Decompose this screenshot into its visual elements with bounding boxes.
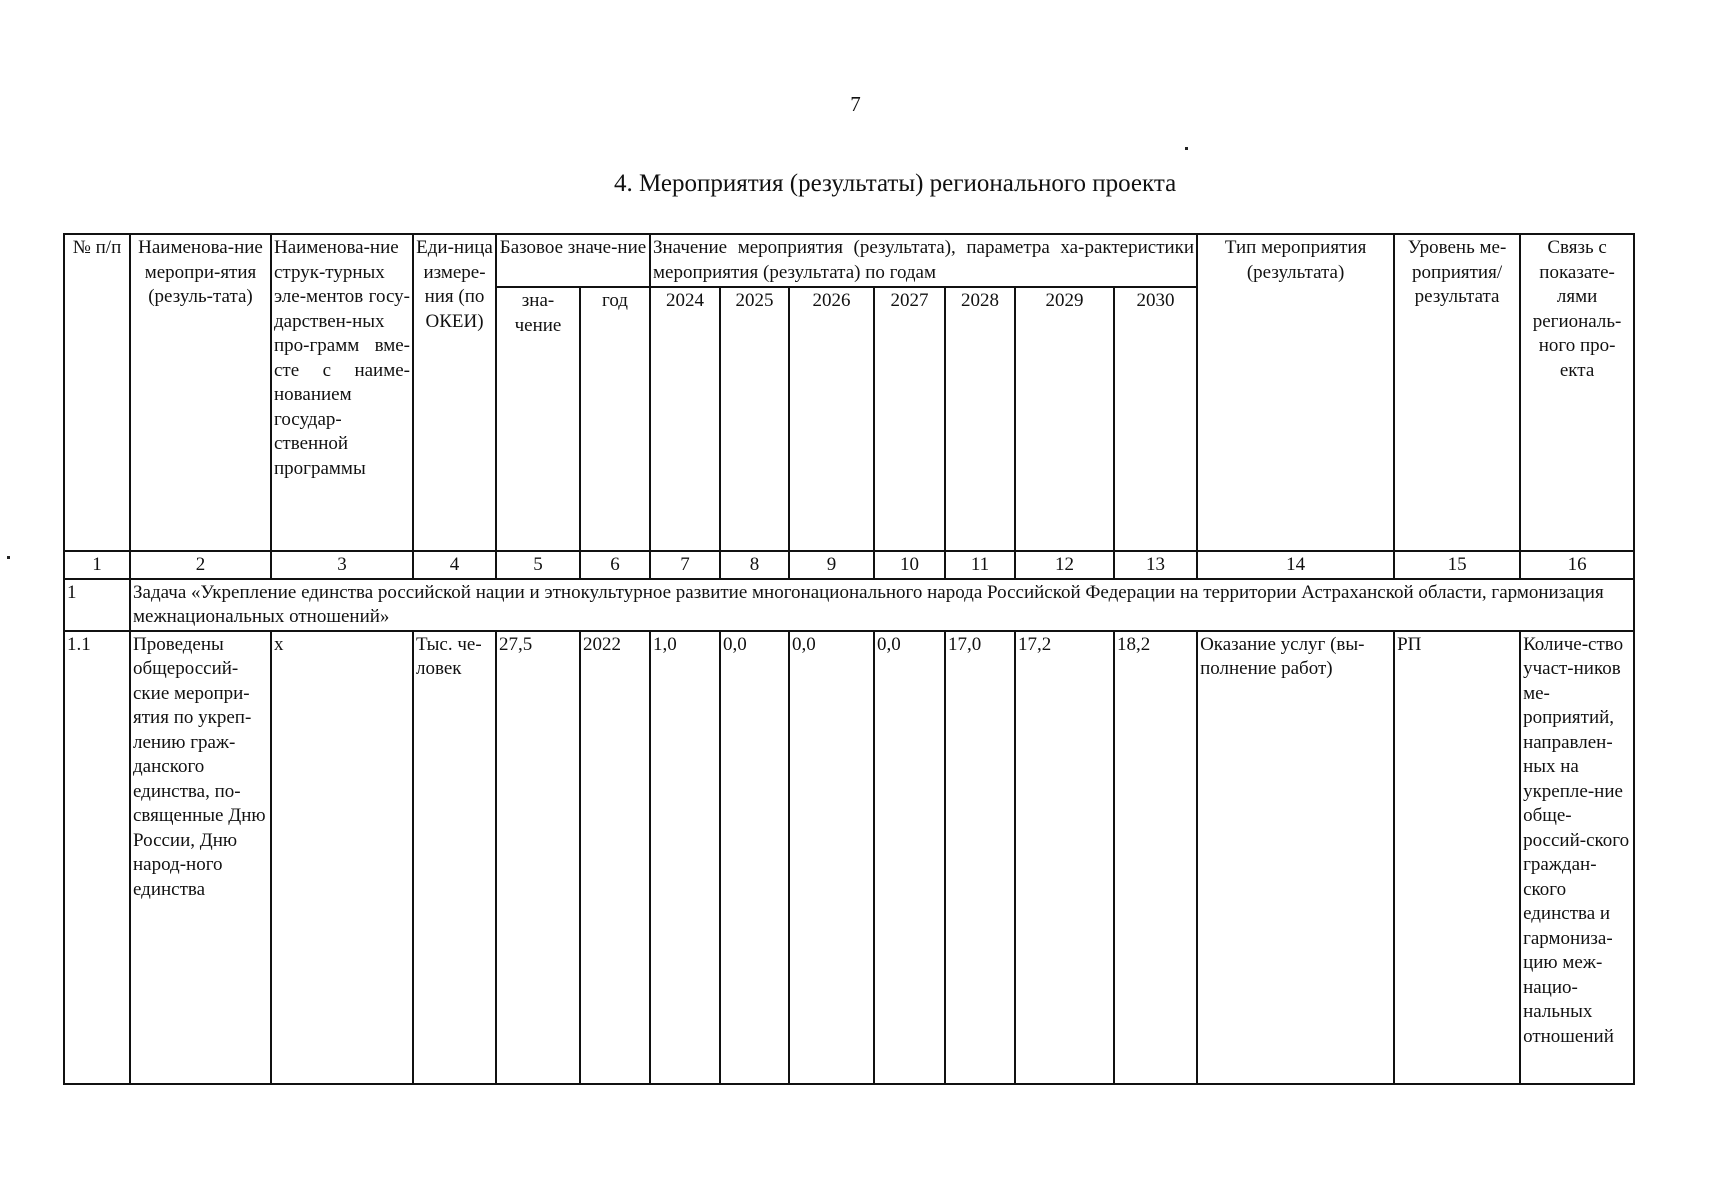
header-year-2027: 2027 [874,287,945,551]
section-title: 4. Мероприятия (результаты) регионального проекта [614,170,1177,197]
column-number: 5 [496,551,580,579]
column-number: 2 [130,551,271,579]
column-number: 16 [1520,551,1634,579]
column-number: 10 [874,551,945,579]
row-unit: Тыс. че-ловек [413,631,496,1084]
column-number: 1 [64,551,130,579]
header-year-2026: 2026 [789,287,874,551]
table-row [64,631,1634,1084]
page-number: 7 [850,92,861,116]
results-table [63,233,1635,1085]
header-base: Базовое значе-ние [496,234,650,287]
header-year-2029: 2029 [1015,287,1114,551]
column-number: 14 [1197,551,1394,579]
header-unit: Еди-ница измере-ния (по ОКЕИ) [413,234,496,551]
row-value-2028: 17,0 [945,631,1015,1084]
header-year-2030: 2030 [1114,287,1197,551]
header-base-value: зна-чение [496,287,580,551]
column-number: 6 [580,551,650,579]
scan-speck [1185,147,1188,150]
header-base-year: год [580,287,650,551]
task-text: Задача «Укрепление единства российской нации и этнокультурное развитие многонационального народа Российской Федерации на территории Астраханской области, гармонизация межнациональных отношений» [130,579,1634,631]
task-number: 1 [64,579,130,631]
column-number: 13 [1114,551,1197,579]
column-number: 11 [945,551,1015,579]
row-value-2025: 0,0 [720,631,789,1084]
column-number-row [64,551,1634,579]
row-value-2029: 17,2 [1015,631,1114,1084]
column-number: 8 [720,551,789,579]
header-num: № п/п [64,234,130,551]
row-indicator-link: Количе-ство участ-ников ме-роприятий, направлен-ных на укрепле-ние обще-россий-ского граждан-ского единства и гармониза-цию меж-нацио-нальных отношений [1520,631,1634,1084]
row-value-2024: 1,0 [650,631,720,1084]
column-number: 9 [789,551,874,579]
column-number: 7 [650,551,720,579]
scan-speck [7,556,10,559]
column-number: 12 [1015,551,1114,579]
header-structural: Наименова-ние струк-турных эле-ментов госу-дарствен-ных про-грамм вме-сте с наиме-нованием государ-ственной программы [271,234,413,551]
row-structural-element: х [271,631,413,1084]
header-year-2025: 2025 [720,287,789,551]
row-base-value: 27,5 [496,631,580,1084]
header-type: Тип мероприятия (результата) [1197,234,1394,551]
row-value-2030: 18,2 [1114,631,1197,1084]
header-row-1 [64,234,1634,287]
row-value-2027: 0,0 [874,631,945,1084]
column-number: 3 [271,551,413,579]
header-year-2024: 2024 [650,287,720,551]
row-level: РП [1394,631,1520,1084]
row-number: 1.1 [64,631,130,1084]
header-year-2028: 2028 [945,287,1015,551]
task-row [64,579,1634,631]
column-number: 4 [413,551,496,579]
row-event-name: Проведены общероссий-ские меропри-ятия по укреп-лению граж-данского единства, по-священные Дню России, Дню народ-ного единства [130,631,271,1084]
row-event-type: Оказание услуг (вы-полнение работ) [1197,631,1394,1084]
header-link: Связь с показате-лями региональ-ного про-екта [1520,234,1634,551]
row-value-2026: 0,0 [789,631,874,1084]
header-level: Уровень ме-роприятия/ результата [1394,234,1520,551]
header-name: Наименова-ние меропри-ятия (резуль-тата) [130,234,271,551]
header-values-by-year: Значение мероприятия (результата), параметра ха-рактеристики мероприятия (результата) по годам [650,234,1197,287]
column-number: 15 [1394,551,1520,579]
row-base-year: 2022 [580,631,650,1084]
